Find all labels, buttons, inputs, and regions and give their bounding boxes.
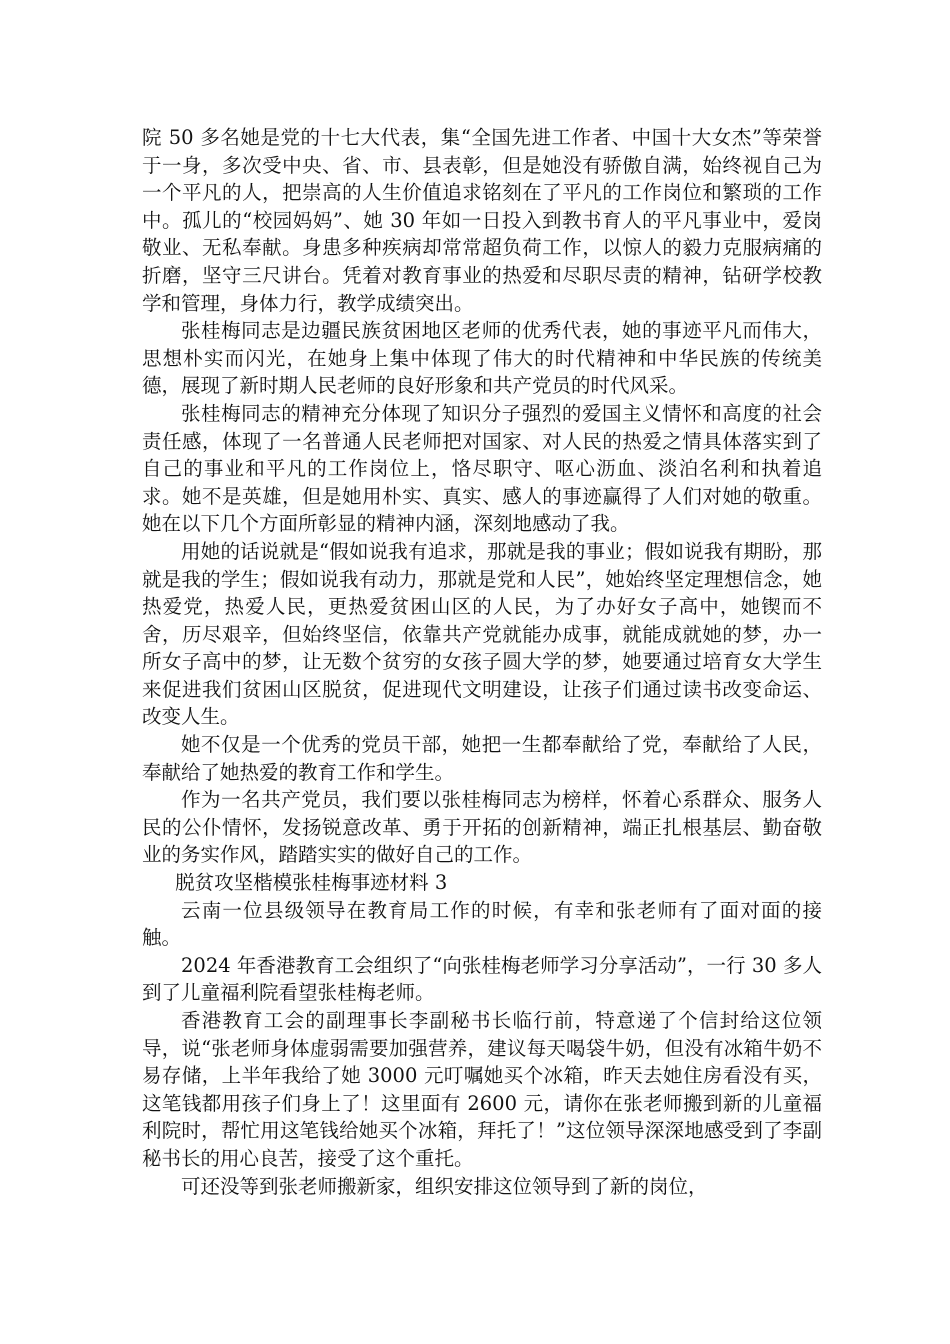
paragraph-7: 云南一位县级领导在教育局工作的时候，有幸和张老师有了面对面的接触。 — [142, 898, 822, 950]
paragraph-8: 2024 年香港教育工会组织了“向张桂梅老师学习分享活动”，一行 30 多人到了儿童福利院看望张桂梅老师。 — [142, 953, 822, 1005]
paragraph-1: 院 50 多名她是党的十七大代表，集“全国先进工作者、中国十大女杰”等荣誉于一身，多次受中央、省、市、县表彰，但是她没有骄傲自满，始终视自己为一个平凡的人，把崇高的人生价值追求铭刻在了平凡的工作岗位和繁琐的工作中。孤儿的“校园妈妈”、她 30 年如一日投入到教书育人的平凡事业中，爱岗敬业、无私奉献。身患多种疾病却常常超负荷工作，以惊人的毅力克服病痛的折磨，坚守三尺讲台。凭着对教育事业的热爱和尽职尽责的精神，钻研学校教学和管理，身体力行，教学成绩突出。 — [142, 126, 822, 315]
paragraph-3: 张桂梅同志的精神充分体现了知识分子强烈的爱国主义情怀和高度的社会责任感，体现了一名普通人民老师把对国家、对人民的热爱之情具体落实到了自己的事业和平凡的工作岗位上，恪尽职守、呕心沥血、淡泊名利和执着追求。她不是英雄，但是她用朴实、真实、感人的事迹赢得了人们对她的敬重。她在以下几个方面所彰显的精神内涵，深刻地感动了我。 — [142, 401, 822, 536]
paragraph-6: 作为一名共产党员，我们要以张桂梅同志为榜样，怀着心系群众、服务人民的公仆情怀，发扬锐意改革、勇于开拓的创新精神，端正扎根基层、勤奋敬业的务实作风，踏踏实实的做好自己的工作。 — [142, 788, 822, 867]
paragraph-9: 香港教育工会的副理事长李副秘书长临行前，特意递了个信封给这位领导，说“张老师身体虚弱需要加强营养，建议每天喝袋牛奶，但没有冰箱牛奶不易存储，上半年我给了她 3000 元叮嘱她买个冰箱，昨天去她住房看没有买，这笔钱都用孩子们身上了！这里面有 2600 元，请你在张老师搬到新的儿童福利院时，帮忙用这笔钱给她买个冰箱，拜托了！”这位领导深深地感受到了李副秘书长的用心良苦，接受了这个重托。 — [142, 1009, 822, 1170]
document-page — [142, 124, 822, 1200]
paragraph-2: 张桂梅同志是边疆民族贫困地区老师的优秀代表，她的事迹平凡而伟大，思想朴实而闪光，在她身上集中体现了伟大的时代精神和中华民族的传统美德，展现了新时期人民老师的良好形象和共产党员的时代风采。 — [142, 319, 822, 398]
paragraph-10: 可还没等到张老师搬新家，组织安排这位领导到了新的岗位， — [181, 1174, 708, 1198]
paragraph-5: 她不仅是一个优秀的党员干部，她把一生都奉献给了党，奉献给了人民，奉献给了她热爱的教育工作和学生。 — [142, 733, 822, 784]
section-heading: 脱贫攻坚楷模张桂梅事迹材料 3 — [175, 871, 448, 895]
paragraph-4: 用她的话说就是“假如说我有追求，那就是我的事业；假如说我有期盼，那就是我的学生；假如说我有动力，那就是党和人民”，她始终坚定理想信念，她热爱党，热爱人民，更热爱贫困山区的人民，为了办好女子高中，她锲而不舍，历尽艰辛，但始终坚信，依靠共产党就能办成事，就能成就她的梦，办一所女子高中的梦，让无数个贫穷的女孩子圆大学的梦，她要通过培育女大学生来促进我们贫困山区脱贫，促进现代文明建设，让孩子们通过读书改变命运、改变人生。 — [142, 539, 822, 729]
